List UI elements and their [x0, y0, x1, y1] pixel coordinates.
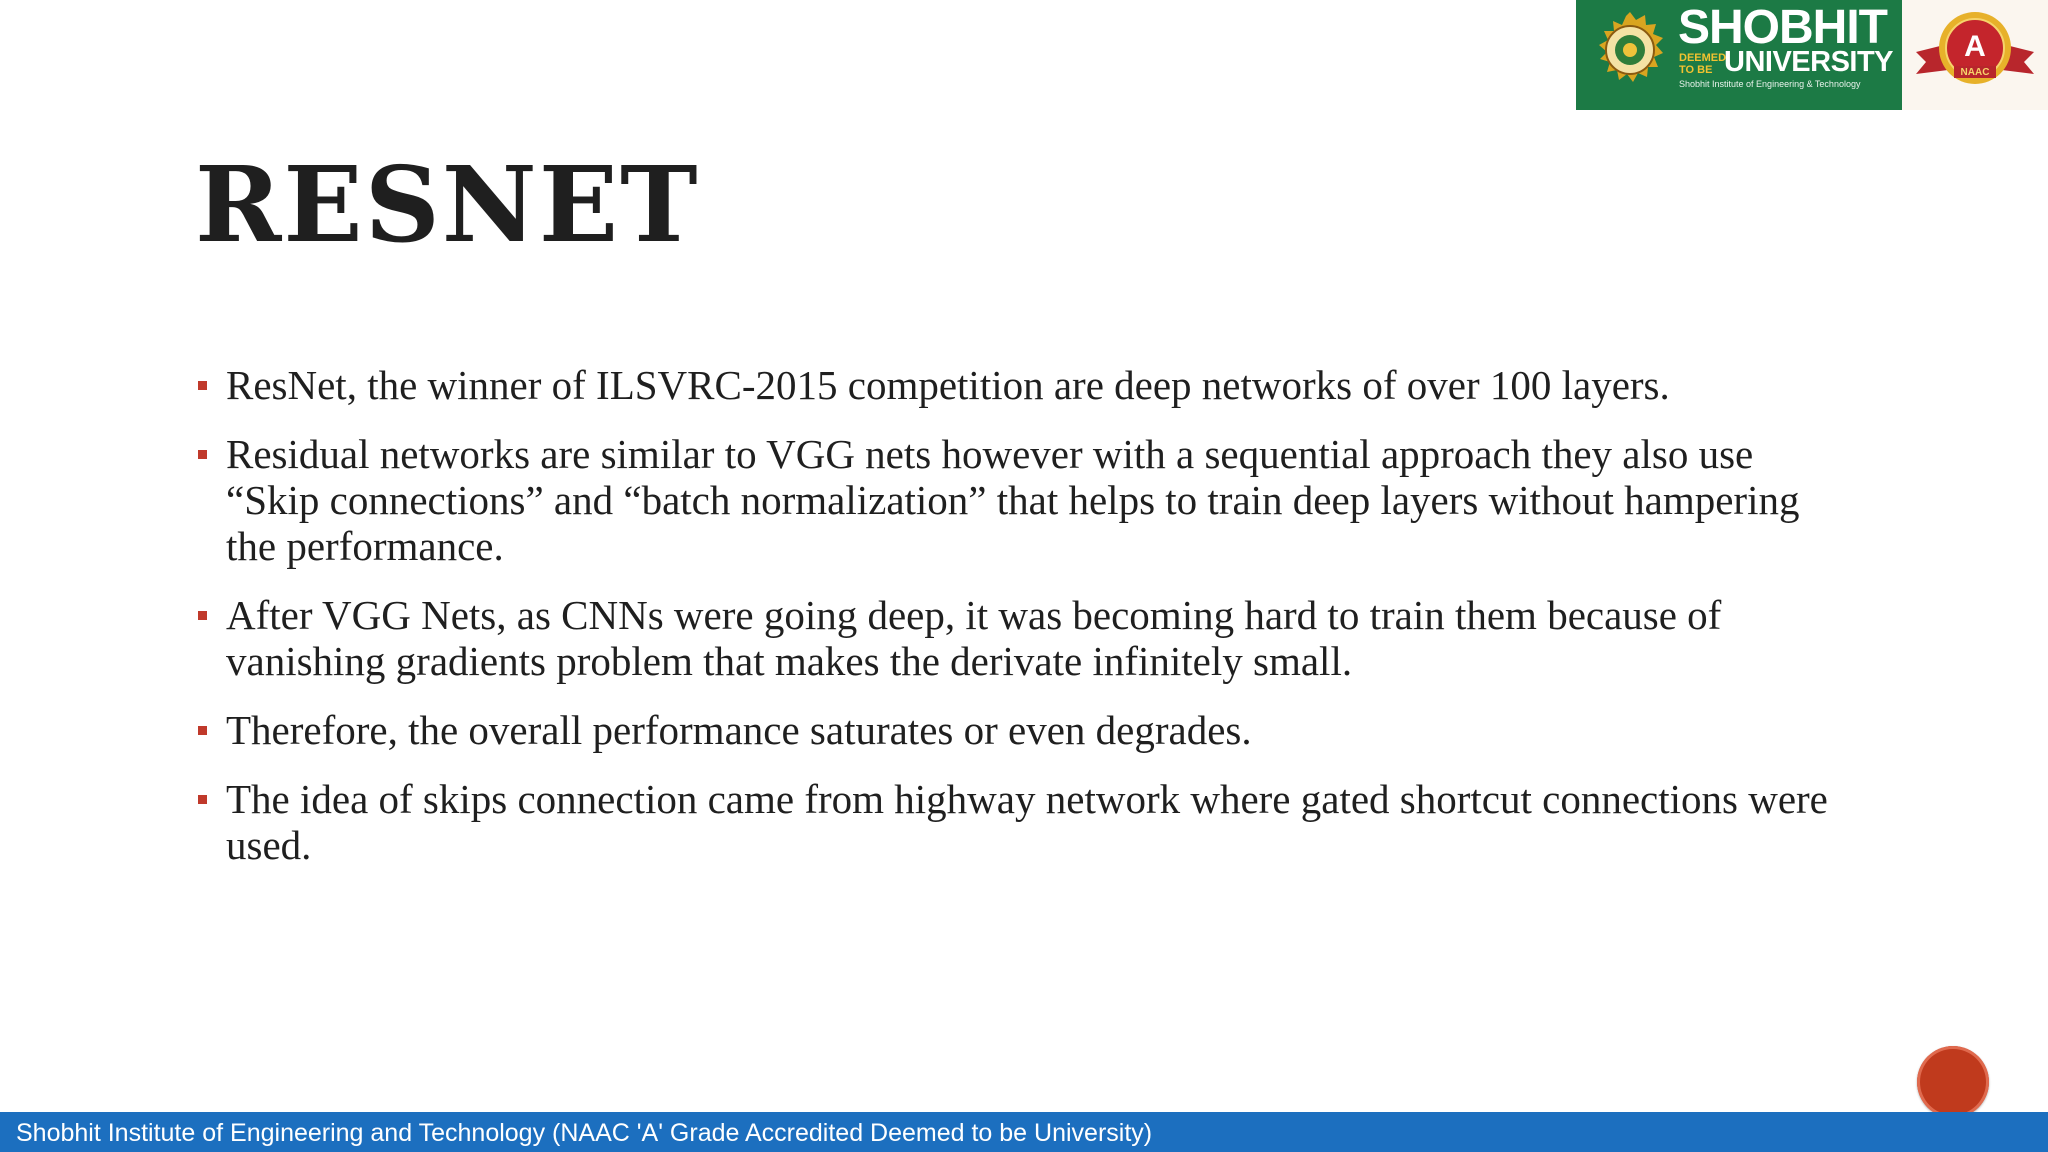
logo-green-panel [1576, 0, 1902, 110]
logo-university-text: UNIVERSITY [1724, 46, 1894, 78]
bullet-marker-icon [198, 726, 207, 735]
footer-text: Shobhit Institute of Engineering and Technology (NAAC 'A' Grade Accredited Deemed to be University) [16, 1119, 1153, 1147]
bullet-item [195, 362, 1835, 408]
bullet-item [195, 431, 1835, 569]
university-emblem-icon [1590, 10, 1670, 90]
naac-label: NAAC [1960, 67, 1990, 78]
bullet-marker-icon [198, 795, 207, 804]
university-logo [1576, 0, 2048, 110]
bullet-item [195, 776, 1835, 868]
bullet-text: Residual networks are similar to VGG nets however with a sequential approach they also use “Skip connections” and “batch normalization” that helps to train deep layers without hampering the performance. [226, 431, 1800, 569]
footer-bar [0, 1112, 2048, 1152]
logo-tagline: Shobhit Institute of Engineering & Technology [1679, 79, 1861, 89]
slide-title: RESNET [195, 143, 700, 266]
bullet-marker-icon [198, 450, 207, 459]
bullet-text: The idea of skips connection came from highway network where gated shortcut connections were used. [226, 776, 1828, 868]
bullet-item [195, 592, 1835, 684]
naac-badge [1902, 0, 2048, 110]
logo-name: SHOBHIT [1678, 1, 1887, 54]
bullet-list [195, 362, 1835, 891]
bullet-marker-icon [198, 381, 207, 390]
bullet-text: After VGG Nets, as CNNs were going deep, it was becoming hard to train them because of vanishing gradients problem that makes the derivate infinitely small. [226, 592, 1722, 684]
bullet-text: ResNet, the winner of ILSVRC-2015 competition are deep networks of over 100 layers. [226, 362, 1670, 408]
bullet-text: Therefore, the overall performance saturates or even degrades. [226, 707, 1252, 753]
naac-grade: A [1964, 30, 1986, 63]
bullet-item [195, 707, 1835, 753]
slide-nav-circle-icon[interactable] [1917, 1046, 1989, 1118]
naac-grade-badge-icon [1910, 4, 2040, 104]
logo-deemed-text: DEEMED TO BE [1679, 52, 1727, 76]
bullet-marker-icon [198, 611, 207, 620]
